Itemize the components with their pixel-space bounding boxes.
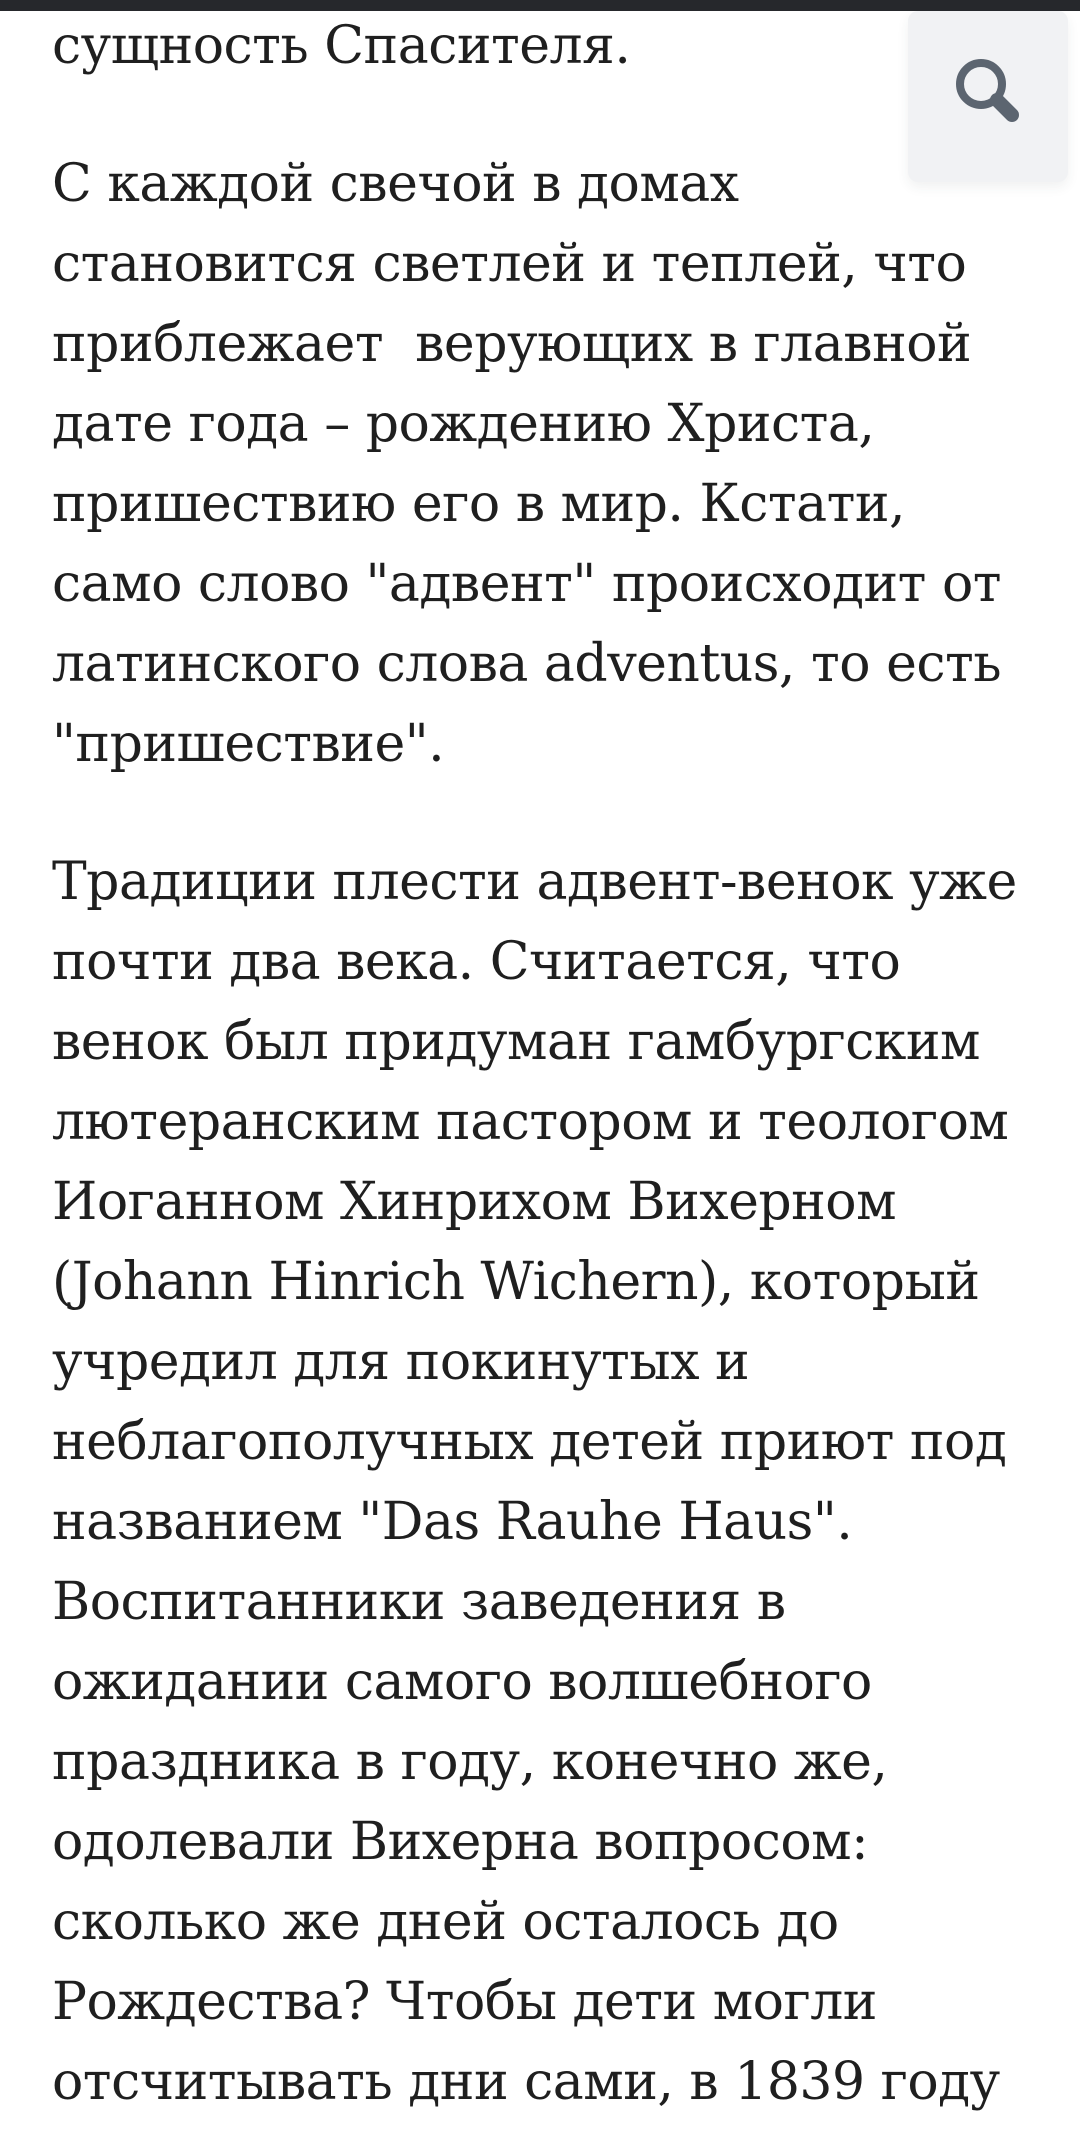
text-line: отсчитывать дни сами, в 1839 году: [52, 2052, 1000, 2112]
text-line: праздника в году, конечно же,: [52, 1732, 888, 1792]
text-line: почти два века. Считается, что: [52, 932, 901, 992]
text-line: одолевали Вихерна вопросом:: [52, 1812, 869, 1872]
text-line: Рождества? Чтобы дети могли: [52, 1972, 877, 2032]
text-line: (Johann Hinrich Wichern), который: [52, 1252, 980, 1312]
text-line: сколько же дней осталось до: [52, 1892, 839, 1952]
text-line: становится светлей и теплей, что: [52, 234, 967, 294]
text-line: названием "Das Rauhe Haus".: [52, 1492, 853, 1552]
text-line: дате года – рождению Христа,: [52, 394, 875, 454]
text-line: сущность Спасителя.: [52, 16, 631, 76]
text-line: учредил для покинутых и: [52, 1332, 750, 1392]
text-line: приблежает верующих в главной: [52, 314, 972, 374]
paragraph: [52, 144, 1028, 784]
text-line: само слово "адвент" происходит от: [52, 554, 1002, 614]
paragraph: [52, 842, 1028, 2122]
text-line: лютеранским пастором и теологом: [52, 1092, 1009, 1152]
text-line: Иоганном Хинрихом Вихерном: [52, 1172, 897, 1232]
paragraph: [52, 6, 1028, 86]
text-line: ожидании самого волшебного: [52, 1652, 872, 1712]
search-button[interactable]: [908, 11, 1068, 182]
top-bar: [0, 0, 1080, 11]
text-line: Традиции плести адвент-венок уже: [52, 852, 1017, 912]
text-line: латинского слова adventus, то есть: [52, 634, 1002, 694]
text-line: Воспитанники заведения в: [52, 1572, 786, 1632]
text-line: венок был придуман гамбургским: [52, 1012, 981, 1072]
search-icon: [948, 51, 1028, 131]
text-line: неблагополучных детей приют под: [52, 1412, 1007, 1472]
text-line: пришествию его в мир. Кстати,: [52, 474, 906, 534]
text-line: С каждой свечой в домах: [52, 154, 739, 214]
text-line: "пришествие".: [52, 714, 445, 774]
